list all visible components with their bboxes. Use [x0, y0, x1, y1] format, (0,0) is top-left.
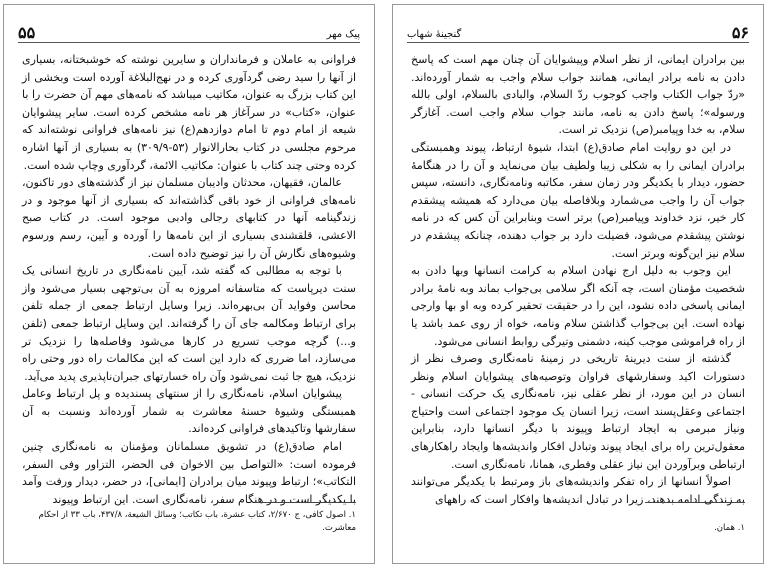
paragraph: پیشوایان اسلام، نامه‌نگاری را از سنتهای پسندیده و پل ارتباط وعامل همبستگی وشیوهٔ حسنهٔ معاشرت به شمار آورده‌اند ونسبت به آن سفارشها وتاکیدهای فراوانی کرده‌اند.	[22, 387, 356, 436]
paragraph: در این دو روایت امام صادق(ع) ابتدا، شیوهٔ ارتباط، پیوند وهمبستگی برادران ایمانی را به شکلی زیبا ولطیف بیان می‌نماید و آن را در هنگامهٔ حضور، دیدار با یکدیگر ودر زمان سفر، مکاتبه ونامه‌نگاری، دانسته، سپس جواب آن را واجب می‌شمارد وبلافاصله بیان می‌دارد که همیشه پیشقدم کار خیر، نزد خداوند وپیامبر(ص) برتر است وبنابراین آن کس که در نامه نوشتن پیشقدم می‌شود، فضیلت دارد بر جواب دهنده، چنانکه پیشقدم در سلام نیز این‌گونه وبرتر است.	[411, 140, 745, 260]
running-title: گنجینهٔ شهاب	[407, 29, 462, 40]
footnote-divider	[256, 502, 356, 503]
page-header	[18, 20, 360, 43]
paragraph: گذشته از سنت دیرینهٔ تاریخی در زمینهٔ نامه‌نگاری وصرف نظر از دستورات اکید وسفارشهای فراوان وتوصیه‌های پیشوایان اسلام ونظر انسان در این مورد، از نظر عقلی نیز، نامه‌نگاری یک حرکت انسانی - اجتماعی وعقل‌پسند است، زیرا انسان یک موجود اجتماعی است واحتیاج ونیاز مبرمی به ایجاد ارتباط وپیوند با دیگر انسانها دارد، بنابراین معقول‌ترین راه برای ایجاد پیوند وتبادل افکار واندیشه‌ها وایجاد راهکارهای ارتباطی وبرآوردن این نیاز عقلی وفطری، همانا، نامه‌نگاری است.	[411, 352, 745, 471]
body-text	[411, 51, 745, 508]
body-text	[22, 51, 356, 508]
paragraph: با توجه به مطالبی که گفته شد، آیین نامه‌نگاری در تاریخ انسانی یک سنت دیرپاست که متاسفانه امروزه به آن بی‌توجهی بسیار می‌شود واز محاسن وفواید آن بی‌بهره‌اند. زیرا وسایل ارتباط جمعی از جمله تلفن برای ارتباط ومکالمه جای آن را گرفته‌اند. این وسایل ارتباط جمعی (تلفن و...) گرچه موجب تسریع در کارها می‌شود وفاصله‌ها را نزدیک تر می‌سازد، اما ضرری که دارد این است که این مکالمات راه دور وحتی راه نزدیک، هیچ جا ثبت نمی‌شود وآن راه خسارتهای جبران‌ناپذیری پدید می‌آید.	[22, 264, 356, 383]
footnote-divider	[645, 502, 745, 503]
left-page	[3, 4, 375, 564]
footnote: ۱. اصول کافی، ج ۲/۶۷۰، کتاب عشرة، باب تکاتب؛ وسائل الشیعة، ۴۳۷/۸، باب ۳۳ از احکام معاشرت.	[38, 510, 356, 533]
paragraph: بین برادران ایمانی، از نظر اسلام وپیشوایان آن چنان مهم است که پاسخ دادن به نامه برادر ایمانی، همانند جواب سلام واجب به شمار آورده‌اند. «ردّ جواب الکتاب واجب کوجوب ردّ السلام، والبادی بالسلام، اولی بالله ورسوله»؛ پاسخ دادن به نامه، مانند جواب سلام واجب است. آغازگر سلام، به خدا وپیامبر(ص) نزدیک تر است.	[411, 53, 745, 137]
paragraph: امام صادق(ع) در تشویق مسلمانان ومؤمنان به نامه‌نگاری چنین فرموده است: «التواصل بین الاخوان فی الحضر، التزاور وفی السفر، التکاتب»؛ ارتباط وپیوند میان برادران [ایمانی]، در حضر، دیدار ورفت وآمد با یکدیگر است و در هنگام سفر، نامه‌نگاری است. این ارتباط وپیوند	[22, 440, 356, 506]
right-page	[392, 4, 764, 564]
paragraph: فراوانی به عاملان و فرمانداران و سایرین نوشته که خوشبختانه، بسیاری از آنها را سید رضی گردآوری کرده و در نهج‌البلاغة آورده است وبخشی از این کتاب بزرگ به عنوان، مکاتیب میباشد که نامه‌های مهم آن حضرت را با عنوان، «کتاب» در سرآغاز هر نامه مشخص کرده است. سایر پیشوایان شیعه از امام دوم تا امام دوازدهم(ع) نیز نامه‌های فراوانی نوشته‌اند که مرحوم مجلسی در کتاب بحارالانوار (۵۳-۳۰۹/۹) به بسیاری از آنها اشاره کرده وحتی چند کتاب با عنوان: مکاتیب الائمة، گردآوری وچاپ شده است.	[22, 53, 357, 172]
page-number: ۵۵	[18, 23, 36, 42]
paragraph: عالمان، فقیهان، محدثان وادیبان مسلمان نیز از گذشته‌های دور تاکنون، نامه‌های فراوانی از خود باقی گذاشته‌اند که بسیاری از آنها موجود و در زندگینامه آنها در کتابهای رجالی وادبی موجود است. در کتاب صبح الاعشی، قلقشندی بسیاری از این نامه‌ها را آورده و آیین، رسم ورسوم وشیوه‌های نگارش آن را نیز توضیح داده است.	[22, 176, 356, 260]
paragraph: این وجوب به دلیل ارج نهادن اسلام به کرامت انسانها وبها دادن به شخصیت مؤمنان است، چه آنکه اگر سلامی بی‌جواب بماند وبه نامهٔ برادر ایمانی پاسخی داده نشود، این را در حقیقت تحقیر کرده وبه او بها وارجی نهاده است. این بی‌جواب گذاشتن سلام ونامه، خواه از روی عمد باشد یا از راه فراموشی موجب کینه، دشمنی وتیرگی روابط انسانی می‌شود.	[411, 264, 745, 348]
paragraph: اصولاً انسانها از راه تفکر واندیشه‌های باز ومرتبط با یکدیگر می‌توانند به زندگی ادامه بدهند، زیرا در تبادل اندیشه‌ها وافکار است که راههای	[411, 475, 745, 506]
running-title: پیک مهر	[326, 29, 360, 40]
page-header	[407, 20, 749, 43]
footnote: ۱. همان.	[714, 523, 745, 533]
page-number: ۵۶	[731, 23, 749, 42]
